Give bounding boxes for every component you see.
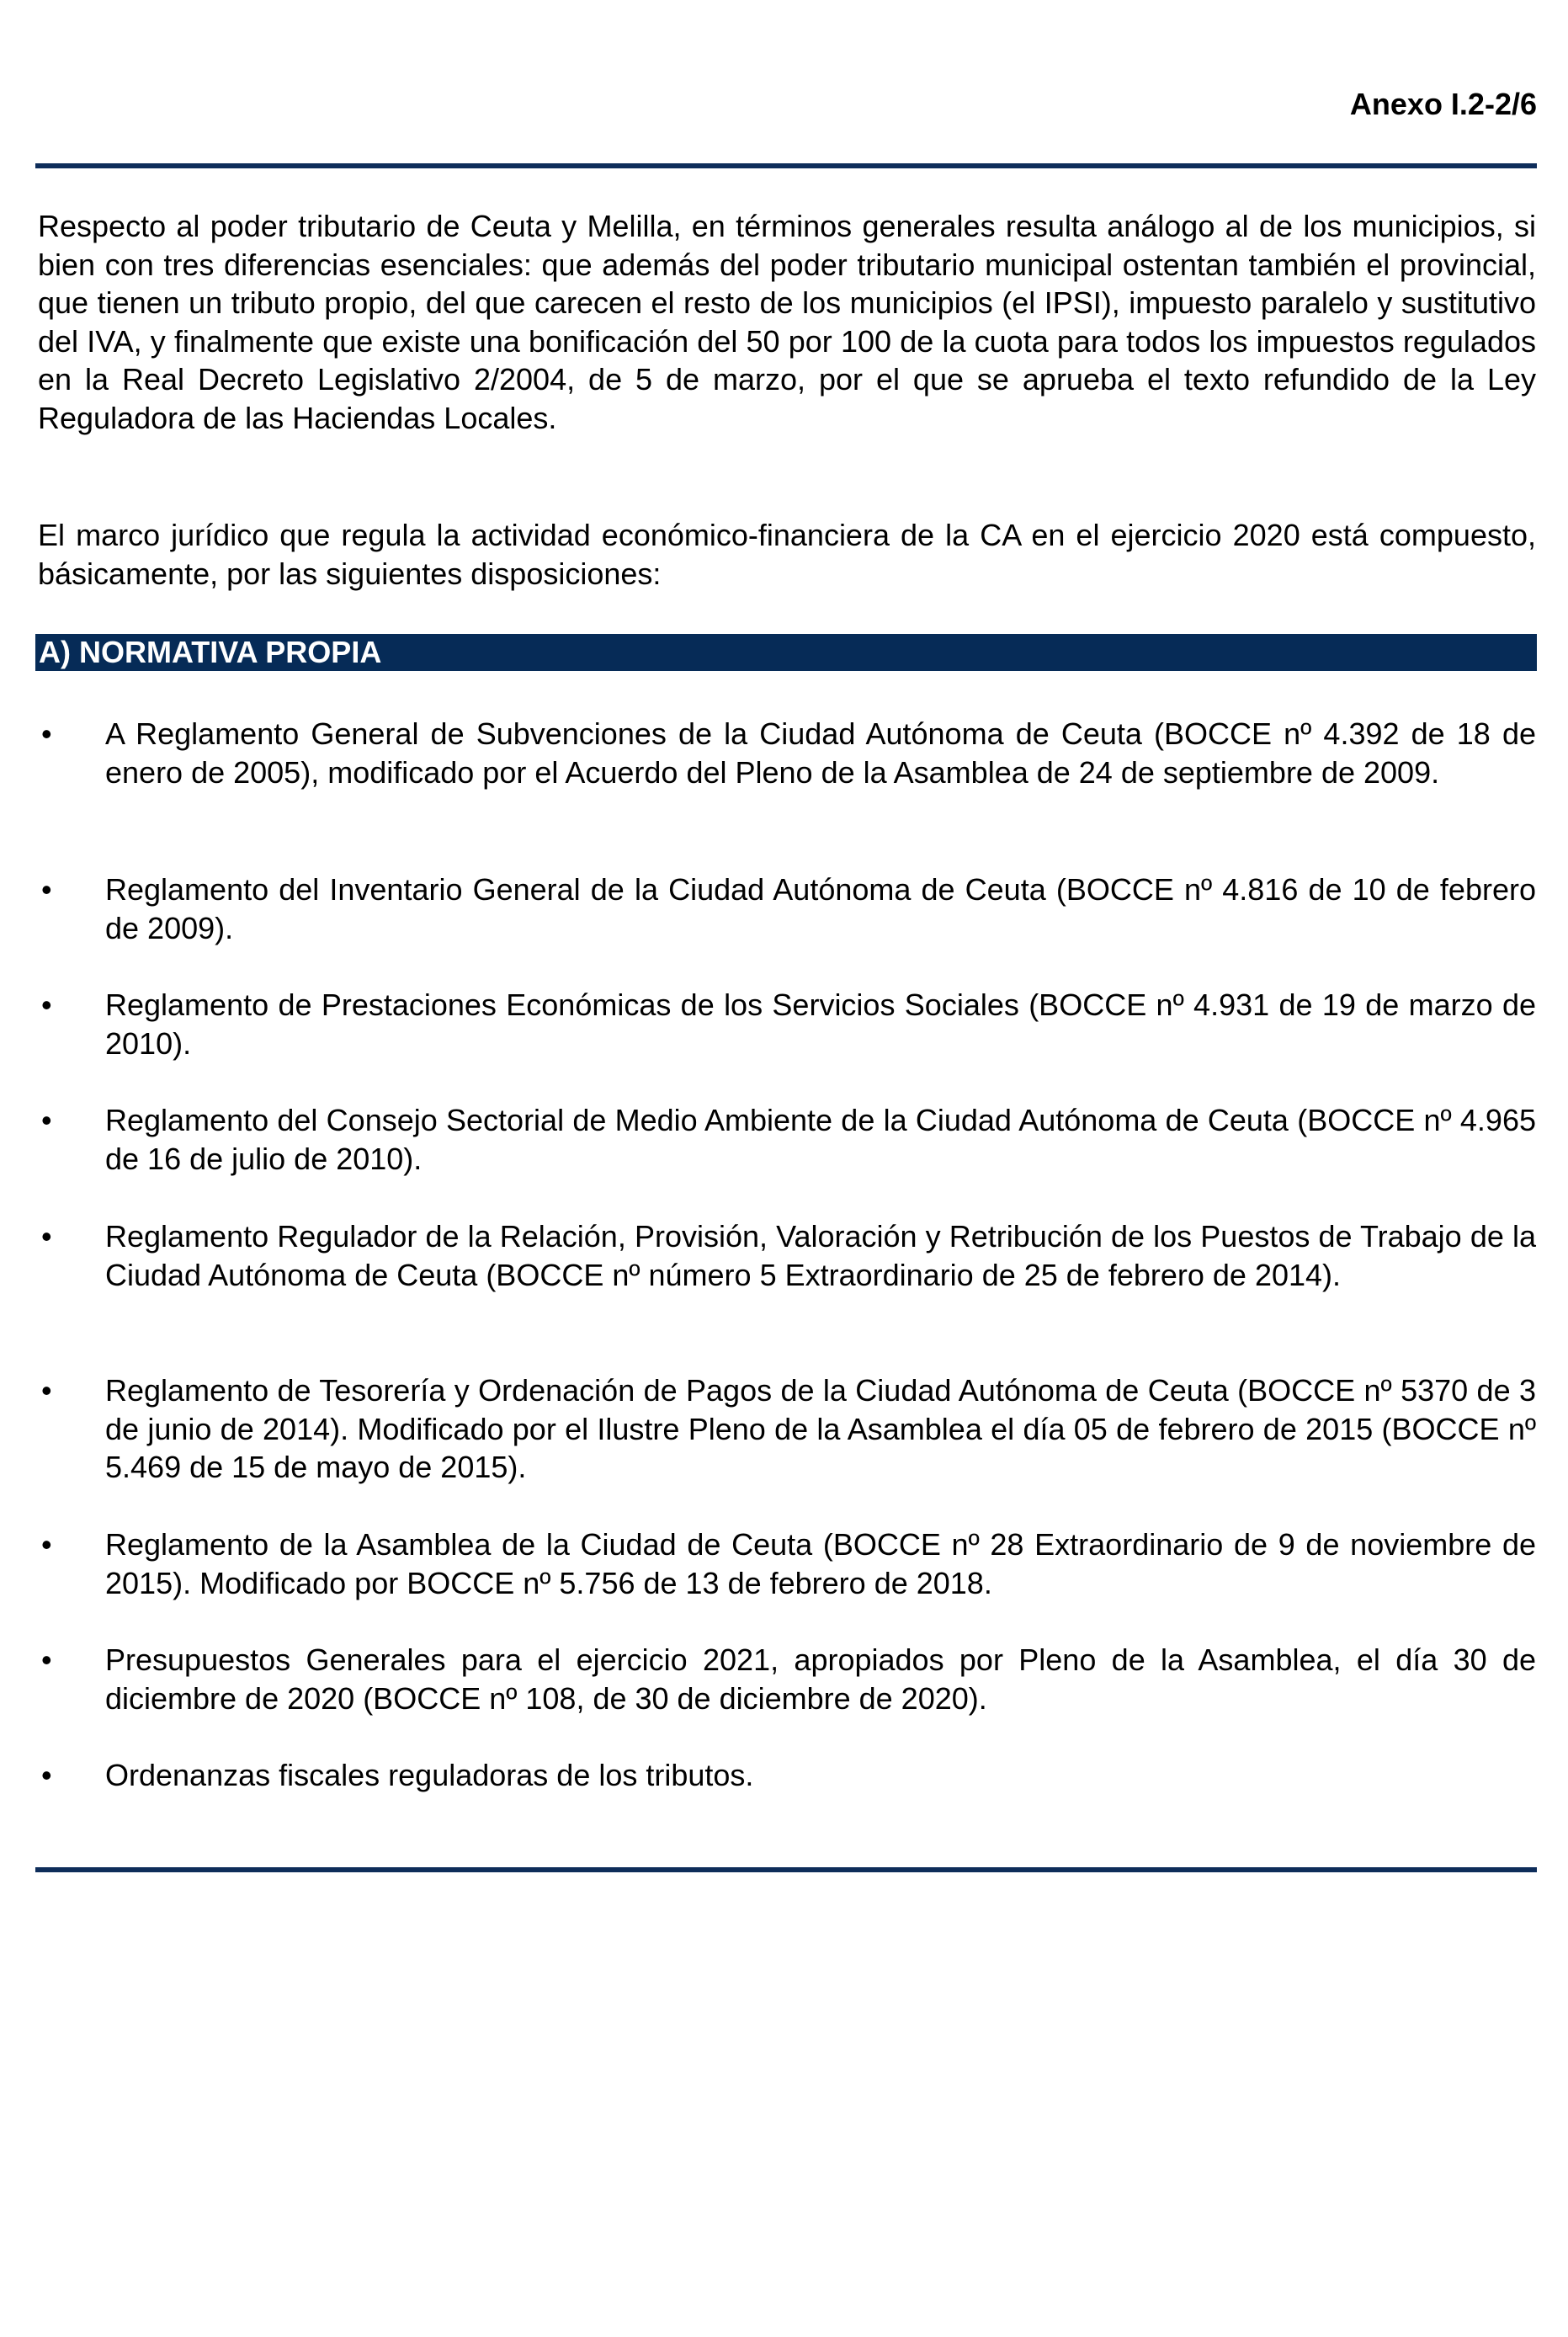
list-item xyxy=(38,715,1536,791)
footer-divider xyxy=(35,1867,1537,1872)
list-item-text: Ordenanzas fiscales reguladoras de los tributos. xyxy=(105,1758,754,1792)
list-item xyxy=(38,1641,1536,1717)
list-item-text: A Reglamento General de Subvenciones de la Ciudad Autónoma de Ceuta (BOCCE nº 4.392 de 18 de enero de 2005), modificado por el Acuerdo del Pleno de la Asamblea de 24 de septiembre de 2009. xyxy=(105,716,1536,790)
intro-paragraph: Respecto al poder tributario de Ceuta y Melilla, en términos generales resulta análogo al de los municipios, si bien con tres diferencias esenciales: que además del poder tributario municipal ostentan también el provincial, que tienen un tributo propio, del que carecen el resto de los municipios (el IPSI), impuesto paralelo y sustitutivo del IVA, y finalmente que existe una bonificación del 50 por 100 de la cuota para todos los impuestos regulados en la Real Decreto Legislativo 2/2004, de 5 de marzo, por el que se aprueba el texto refundido de la Ley Reguladora de las Haciendas Locales. xyxy=(38,209,1536,435)
list-item xyxy=(38,1756,1536,1795)
list-item-text: Reglamento de Tesorería y Ordenación de Pagos de la Ciudad Autónoma de Ceuta (BOCCE nº 5370 de 3 de junio de 2014). Modificado por el Ilustre Pleno de la Asamblea el día 05 de febrero de 2015 (BOCCE nº 5.469 de 15 de mayo de 2015). xyxy=(105,1373,1536,1484)
annex-label: Anexo I.2-2/6 xyxy=(1349,87,1537,121)
bullet-icon: • xyxy=(41,1642,52,1677)
bullet-icon: • xyxy=(41,1373,52,1408)
list-item xyxy=(38,1371,1536,1487)
list-item xyxy=(38,986,1536,1062)
list-item xyxy=(38,870,1536,947)
list-item-text: Reglamento de la Asamblea de la Ciudad de Ceuta (BOCCE nº 28 Extraordinario de 9 de noviembre de 2015). Modificado por BOCCE nº 5.756 de 13 de febrero de 2018. xyxy=(105,1527,1536,1600)
bullet-icon: • xyxy=(41,716,52,751)
list-item xyxy=(38,1217,1536,1294)
header-divider xyxy=(35,163,1537,168)
bullet-icon: • xyxy=(41,1103,52,1137)
bullet-icon: • xyxy=(41,1527,52,1562)
list-item-text: Reglamento del Inventario General de la Ciudad Autónoma de Ceuta (BOCCE nº 4.816 de 10 de febrero de 2009). xyxy=(105,872,1536,945)
bullet-icon: • xyxy=(41,872,52,907)
list-item-text: Reglamento Regulador de la Relación, Provisión, Valoración y Retribución de los Puestos de Trabajo de la Ciudad Autónoma de Ceuta (BOCCE nº número 5 Extraordinario de 25 de febrero de 2014). xyxy=(105,1219,1536,1292)
list-item xyxy=(38,1101,1536,1178)
bullet-icon: • xyxy=(41,1758,52,1792)
list-item-text: Reglamento de Prestaciones Económicas de los Servicios Sociales (BOCCE nº 4.931 de 19 de marzo de 2010). xyxy=(105,988,1536,1061)
list-item xyxy=(38,1525,1536,1602)
bullet-icon: • xyxy=(41,1219,52,1254)
section-heading-normativa-propia: A) NORMATIVA PROPIA xyxy=(35,634,1537,671)
bullet-icon: • xyxy=(41,988,52,1022)
list-item-text: Presupuestos Generales para el ejercicio 2021, apropiados por Pleno de la Asamblea, el día 30 de diciembre de 2020 (BOCCE nº 108, de 30 de diciembre de 2020). xyxy=(105,1642,1536,1716)
list-item-text: Reglamento del Consejo Sectorial de Medio Ambiente de la Ciudad Autónoma de Ceuta (BOCCE nº 4.965 de 16 de julio de 2010). xyxy=(105,1103,1536,1176)
legal-framework-paragraph: El marco jurídico que regula la actividad económico-financiera de la CA en el ejercicio 2020 está compuesto, básicamente, por las siguientes disposiciones: xyxy=(38,518,1536,591)
